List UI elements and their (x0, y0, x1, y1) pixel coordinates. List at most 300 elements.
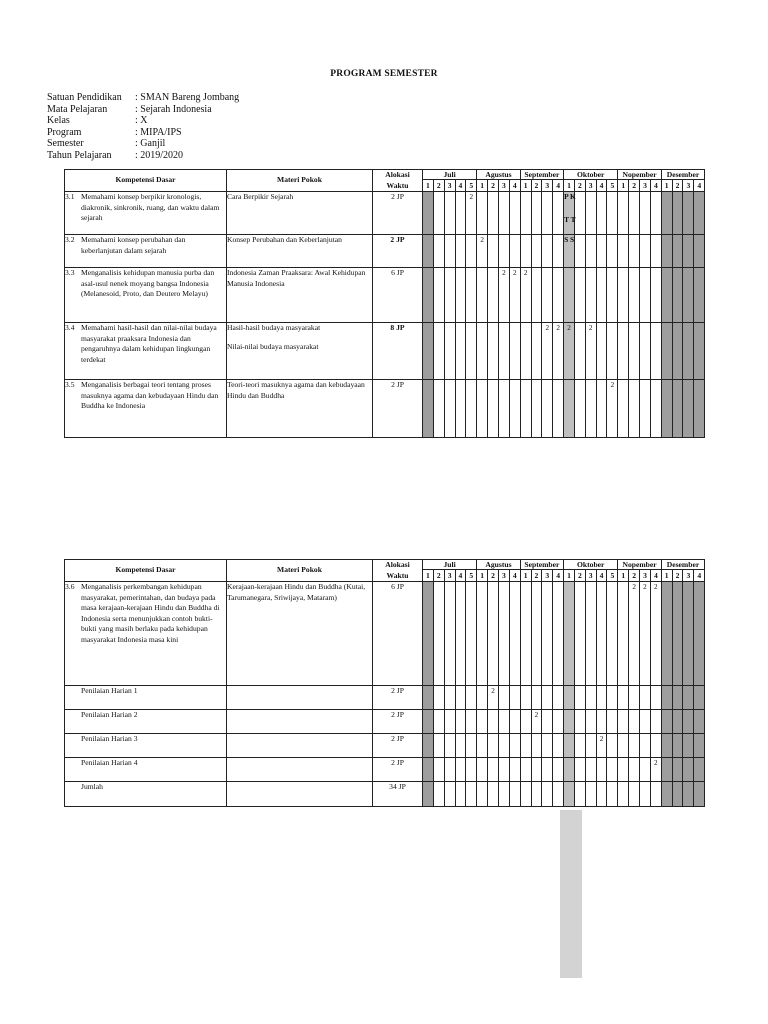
kd-text: Menganalisis kehidupan manusia purba dan asal-usul nenek moyang bangsa Indonesia (Melanesoid, Proto, dan Deutero Melayu) (81, 268, 215, 298)
materi-pokok-cell (227, 734, 373, 758)
info-value: : Ganjil (135, 138, 166, 149)
header-kompetensi-dasar: Kompetensi Dasar (65, 560, 227, 582)
kd-content (65, 710, 226, 721)
week-cell (672, 686, 683, 710)
week-cell (672, 734, 683, 758)
alokasi-cell: 2 JP (373, 734, 423, 758)
header-week: 1 (661, 180, 672, 192)
week-cell (488, 192, 499, 235)
header-month: Oktober (564, 170, 618, 180)
header-week: 3 (542, 180, 553, 192)
week-cell (488, 734, 499, 758)
week-cell (488, 710, 499, 734)
header-month: Desember (661, 170, 704, 180)
week-cell (531, 268, 542, 323)
week-cell (531, 686, 542, 710)
week-cell (585, 192, 596, 235)
week-cell (683, 758, 694, 782)
week-cell (618, 380, 629, 438)
table-row (65, 192, 705, 235)
week-cell (694, 734, 705, 758)
header-alokasi-line: Waktu (386, 570, 409, 580)
kd-text: Menganalisis berbagai teori tentang proses masuknya agama dan kebudayaan Hindu dan Buddha ke Indonesia (81, 380, 219, 410)
week-cell (444, 323, 455, 380)
header-month: Juli (423, 170, 477, 180)
header-week: 2 (574, 570, 585, 582)
week-cell: 2 (520, 268, 531, 323)
week-cell (509, 323, 520, 380)
week-cell (498, 582, 509, 686)
kompetensi-dasar-cell (65, 235, 227, 268)
alokasi-cell: 2 JP (373, 192, 423, 235)
week-cell (650, 192, 661, 235)
week-cell (661, 235, 672, 268)
week-cell (477, 782, 488, 807)
header-month: Agustus (477, 170, 520, 180)
week-cell (683, 582, 694, 686)
week-cell (694, 268, 705, 323)
week-cell (433, 380, 444, 438)
kd-content (65, 380, 226, 412)
alokasi-cell: 2 JP (373, 380, 423, 438)
header-week: 2 (488, 570, 499, 582)
header-week: 3 (683, 570, 694, 582)
week-cell (553, 268, 564, 323)
table-row (65, 582, 705, 686)
alokasi-cell: 2 JP (373, 710, 423, 734)
week-cell (477, 380, 488, 438)
materi-text: Konsep Perubahan dan Keberlanjutan (227, 235, 342, 244)
header-week: 5 (607, 180, 618, 192)
kd-text: Jumlah (81, 782, 103, 791)
week-cell (466, 235, 477, 268)
week-cell (553, 235, 564, 268)
header-week: 1 (564, 570, 575, 582)
week-cell (542, 686, 553, 710)
week-cell (488, 782, 499, 807)
kompetensi-dasar-cell (65, 268, 227, 323)
week-cell (542, 235, 553, 268)
week-cell (661, 323, 672, 380)
week-cell (455, 380, 466, 438)
kd-text: Memahami hasil-hasil dan nilai-nilai budaya masyarakat praaksara Indonesia dan pengaruhnya dalam kehidupan lingkungan terdekat (81, 323, 217, 364)
week-cell (542, 758, 553, 782)
info-label: Mata Pelajaran (47, 103, 108, 115)
info-label: Program (47, 126, 82, 138)
alokasi-cell: 2 JP (373, 758, 423, 782)
kd-content (65, 192, 226, 224)
week-cell (477, 192, 488, 235)
alokasi-cell: 6 JP (373, 268, 423, 323)
week-cell (607, 686, 618, 710)
week-cell (564, 686, 575, 710)
week-cell (423, 758, 434, 782)
week-cell (509, 582, 520, 686)
week-cell: 2 (553, 323, 564, 380)
week-cell (520, 710, 531, 734)
week-cell (455, 582, 466, 686)
week-cell (433, 734, 444, 758)
week-cell (477, 758, 488, 782)
week-cell (498, 192, 509, 235)
week-cell (444, 734, 455, 758)
week-cell (542, 582, 553, 686)
week-cell (574, 380, 585, 438)
week-cell (629, 782, 640, 807)
header-week: 5 (466, 180, 477, 192)
week-cell (531, 782, 542, 807)
kd-number (65, 782, 81, 793)
week-cell (477, 582, 488, 686)
week-cell (498, 686, 509, 710)
week-cell (672, 380, 683, 438)
week-cell (683, 686, 694, 710)
kd-content (65, 734, 226, 745)
week-cell (564, 734, 575, 758)
header-month: September (520, 170, 563, 180)
week-cell (466, 710, 477, 734)
week-cell (455, 235, 466, 268)
week-cell (520, 323, 531, 380)
header-week: 5 (466, 570, 477, 582)
week-cell (585, 734, 596, 758)
week-cell (477, 734, 488, 758)
week-cell (650, 686, 661, 710)
week-cell (488, 758, 499, 782)
week-cell (433, 268, 444, 323)
week-cell (629, 758, 640, 782)
header-week: 4 (596, 180, 607, 192)
week-cell (694, 192, 705, 235)
kd-text: Penilaian Harian 3 (81, 734, 138, 743)
week-cell (607, 192, 618, 235)
materi-pokok-cell (227, 268, 373, 323)
week-cell (531, 235, 542, 268)
week-cell (498, 758, 509, 782)
kompetensi-dasar-cell (65, 710, 227, 734)
header-week: 3 (444, 570, 455, 582)
materi-pokok-cell (227, 710, 373, 734)
header-week: 1 (520, 570, 531, 582)
table-row (65, 758, 705, 782)
week-cell (683, 268, 694, 323)
week-cell (444, 686, 455, 710)
header-week: 4 (694, 570, 705, 582)
week-cell (661, 734, 672, 758)
week-cell (444, 380, 455, 438)
week-cell (640, 192, 651, 235)
table-row (65, 380, 705, 438)
header-week: 3 (585, 570, 596, 582)
week-cell (672, 268, 683, 323)
week-cell (542, 734, 553, 758)
header-materi-pokok: Materi Pokok (227, 560, 373, 582)
alokasi-cell: 6 JP (373, 582, 423, 686)
kd-number: 3.4 (65, 323, 75, 332)
week-cell (444, 758, 455, 782)
info-row (47, 92, 239, 104)
week-cell (596, 380, 607, 438)
materi-text: Nilai-nilai budaya masyarakat (227, 341, 319, 351)
header-week: 4 (553, 180, 564, 192)
alokasi-cell: 34 JP (373, 782, 423, 807)
week-cell (629, 192, 640, 235)
header-month: Oktober (564, 560, 618, 570)
header-week: 2 (531, 570, 542, 582)
materi-text: Teori-teori masuknya agama dan kebudayaan Hindu dan Buddha (227, 380, 365, 400)
week-cell (531, 323, 542, 380)
week-cell (694, 582, 705, 686)
week-cell (683, 235, 694, 268)
week-cell (509, 710, 520, 734)
materi-pokok-cell (227, 582, 373, 686)
week-cell (640, 782, 651, 807)
header-week: 3 (542, 570, 553, 582)
info-label: Satuan Pendidikan (47, 92, 122, 103)
week-cell (629, 380, 640, 438)
week-cell (640, 323, 651, 380)
week-cell: 2 (564, 323, 575, 380)
week-cell (466, 758, 477, 782)
week-cell (564, 268, 575, 323)
week-cell (585, 710, 596, 734)
week-cell (553, 734, 564, 758)
kompetensi-dasar-cell (65, 782, 227, 807)
info-value: : 2019/2020 (135, 149, 184, 161)
week-cell (650, 710, 661, 734)
header-week: 3 (498, 570, 509, 582)
week-cell (542, 782, 553, 807)
kd-number (65, 758, 81, 769)
header-month: September (520, 560, 563, 570)
week-cell (618, 710, 629, 734)
week-cell (607, 782, 618, 807)
week-cell: 2 (650, 582, 661, 686)
table-row (65, 734, 705, 758)
week-cell (520, 192, 531, 235)
week-cell (433, 235, 444, 268)
header-materi-pokok: Materi Pokok (227, 170, 373, 192)
alokasi-cell: 2 JP (373, 686, 423, 710)
header-week: 1 (520, 180, 531, 192)
header-week: 3 (683, 180, 694, 192)
kompetensi-dasar-cell (65, 192, 227, 235)
kd-number: 3.6 (65, 582, 75, 591)
week-cell (574, 192, 585, 235)
info-value: : Sejarah Indonesia (135, 103, 212, 115)
header-week: 3 (640, 570, 651, 582)
week-cell (672, 192, 683, 235)
week-cell (694, 686, 705, 710)
week-cell: 2 (629, 582, 640, 686)
week-cell (607, 323, 618, 380)
header-month: Desember (661, 560, 704, 570)
week-cell (574, 734, 585, 758)
header-month: Nopember (618, 560, 661, 570)
table-row (65, 782, 705, 807)
kompetensi-dasar-cell (65, 582, 227, 686)
week-cell (618, 686, 629, 710)
week-cell (661, 758, 672, 782)
week-cell (564, 380, 575, 438)
header-week: 3 (585, 180, 596, 192)
header-week: 2 (629, 570, 640, 582)
header-week: 2 (574, 180, 585, 192)
week-cell (694, 758, 705, 782)
week-cell (520, 235, 531, 268)
week-cell (694, 710, 705, 734)
header-week: 2 (433, 180, 444, 192)
week-cell: 2 (640, 582, 651, 686)
week-cell (640, 268, 651, 323)
week-cell (629, 323, 640, 380)
materi-pokok-cell (227, 323, 373, 380)
week-cell (433, 782, 444, 807)
header-week: 1 (564, 180, 575, 192)
week-cell (607, 268, 618, 323)
week-cell (683, 734, 694, 758)
pkts-letter: P K (564, 192, 576, 201)
week-cell (683, 380, 694, 438)
week-cell (444, 582, 455, 686)
week-cell (477, 710, 488, 734)
page-title: PROGRAM SEMESTER (330, 69, 438, 79)
week-cell: 2 (596, 734, 607, 758)
week-cell (531, 380, 542, 438)
week-cell (553, 710, 564, 734)
alokasi-cell: 2 JP (373, 235, 423, 268)
header-week: 4 (650, 180, 661, 192)
week-cell (574, 582, 585, 686)
week-cell (585, 380, 596, 438)
header-week: 4 (455, 570, 466, 582)
kd-content (65, 758, 226, 769)
week-cell (564, 758, 575, 782)
week-cell (444, 192, 455, 235)
week-cell (629, 268, 640, 323)
week-cell (650, 235, 661, 268)
week-cell (672, 235, 683, 268)
week-cell (509, 758, 520, 782)
info-row (47, 150, 239, 162)
week-cell (423, 323, 434, 380)
week-cell (553, 380, 564, 438)
header-week: 2 (488, 180, 499, 192)
week-cell (650, 380, 661, 438)
week-cell (596, 710, 607, 734)
kd-number (65, 686, 81, 697)
week-cell (553, 758, 564, 782)
week-cell (694, 782, 705, 807)
week-cell (488, 582, 499, 686)
week-cell (466, 268, 477, 323)
kd-number (65, 734, 81, 745)
kd-content (65, 686, 226, 697)
week-cell (433, 758, 444, 782)
week-cell (618, 192, 629, 235)
week-cell (531, 582, 542, 686)
week-cell (661, 268, 672, 323)
week-cell (423, 235, 434, 268)
header-alokasi-line: Alokasi (385, 170, 410, 179)
week-cell (672, 758, 683, 782)
kd-content (65, 782, 226, 793)
info-label: Semester (47, 138, 84, 149)
week-cell (618, 268, 629, 323)
kd-content (65, 235, 226, 256)
week-cell (498, 380, 509, 438)
header-month: Juli (423, 560, 477, 570)
week-cell (423, 734, 434, 758)
header-week: 3 (444, 180, 455, 192)
pkts-letter: S S (564, 235, 575, 244)
week-cell (466, 582, 477, 686)
week-cell (488, 380, 499, 438)
week-cell (574, 323, 585, 380)
week-cell (683, 192, 694, 235)
kd-content (65, 582, 226, 645)
week-cell (423, 192, 434, 235)
week-cell (444, 268, 455, 323)
week-cell: 2 (531, 710, 542, 734)
header-week: 4 (509, 570, 520, 582)
materi-pokok-cell (227, 686, 373, 710)
info-label: Kelas (47, 115, 70, 126)
week-cell (661, 686, 672, 710)
week-cell (596, 268, 607, 323)
kd-number: 3.2 (65, 235, 75, 244)
week-cell (423, 582, 434, 686)
header-week: 4 (509, 180, 520, 192)
week-cell (650, 782, 661, 807)
week-cell (629, 686, 640, 710)
week-cell (618, 758, 629, 782)
header-week: 4 (553, 570, 564, 582)
header-week: 2 (531, 180, 542, 192)
week-cell: 2 (498, 268, 509, 323)
week-cell (629, 710, 640, 734)
week-cell (640, 380, 651, 438)
week-cell (433, 582, 444, 686)
week-cell (553, 686, 564, 710)
header-alokasi-line: Alokasi (385, 560, 410, 569)
header-week: 4 (455, 180, 466, 192)
week-cell (574, 686, 585, 710)
week-cell: 2 (542, 323, 553, 380)
week-cell (564, 192, 575, 235)
materi-text: Hasil-hasil budaya masyarakat (227, 323, 321, 332)
week-cell (564, 782, 575, 807)
header-week: 1 (423, 180, 434, 192)
week-cell (596, 782, 607, 807)
kd-text: Penilaian Harian 1 (81, 686, 138, 695)
week-cell (455, 758, 466, 782)
week-cell (607, 582, 618, 686)
week-cell (542, 268, 553, 323)
materi-text: Cara Berpikir Sejarah (227, 192, 294, 201)
week-cell (683, 782, 694, 807)
week-cell (498, 323, 509, 380)
header-week: 4 (650, 570, 661, 582)
week-cell (498, 734, 509, 758)
header-kompetensi-dasar: Kompetensi Dasar (65, 170, 227, 192)
week-cell (509, 235, 520, 268)
kd-number: 3.5 (65, 380, 75, 389)
week-cell (498, 782, 509, 807)
kd-content (65, 323, 226, 365)
info-row (47, 138, 239, 150)
week-cell (509, 192, 520, 235)
